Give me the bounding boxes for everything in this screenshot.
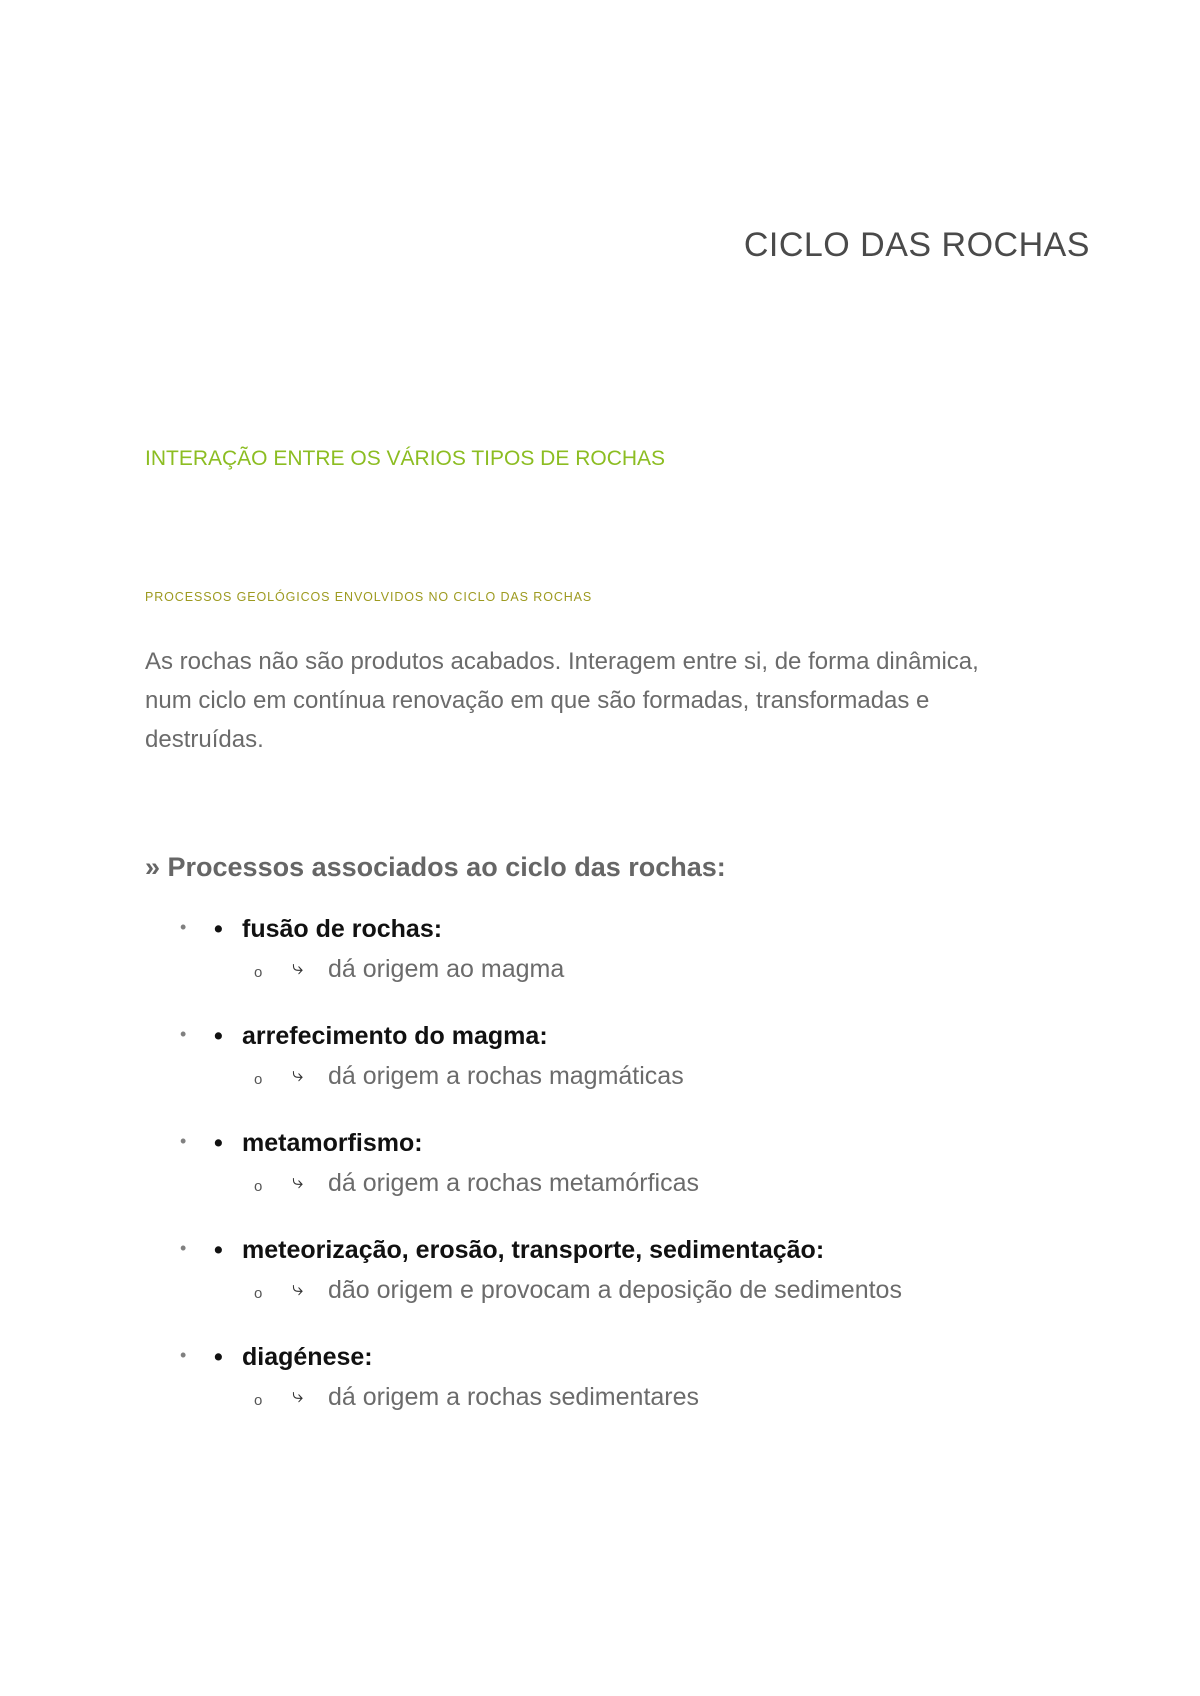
outer-bullet-icon: • (180, 1131, 187, 1151)
intro-paragraph: As rochas não são produtos acabados. Interagem entre si, de forma dinâmica, num ciclo em contínua renovação em que são formadas, transformadas e destruídas. (145, 648, 979, 753)
inner-bullet-icon: • (214, 1343, 223, 1371)
inner-bullet-icon: • (214, 1022, 223, 1050)
down-right-arrow-icon: ⤷ (292, 1276, 304, 1300)
section-heading: INTERAÇÃO ENTRE OS VÁRIOS TIPOS DE ROCHAS (145, 447, 666, 470)
process-result: dá origem a rochas magmáticas (328, 1062, 684, 1090)
down-right-arrow-icon: ⤷ (292, 1169, 304, 1193)
process-result: dá origem a rochas sedimentares (328, 1383, 700, 1411)
outer-bullet-icon: • (180, 1345, 187, 1365)
inner-bullet-icon: • (214, 915, 223, 943)
down-right-arrow-icon: ⤷ (292, 1062, 304, 1086)
process-label: fusão de rochas: (242, 915, 443, 943)
document-title: CICLO DAS ROCHAS (743, 226, 1090, 264)
sub-bullet-icon: o (254, 1392, 263, 1409)
outer-bullet-icon: • (180, 1238, 187, 1258)
inner-bullet-icon: • (214, 1236, 223, 1264)
inner-bullet-icon: • (214, 1129, 223, 1157)
process-label: metamorfismo: (242, 1129, 423, 1157)
process-label: meteorização, erosão, transporte, sedimentação: (242, 1236, 825, 1264)
process-label: diagénese: (242, 1343, 373, 1371)
sub-bullet-icon: o (254, 964, 263, 981)
sub-bullet-icon: o (254, 1071, 263, 1088)
process-result: dá origem a rochas metamórficas (328, 1169, 699, 1197)
process-result: dá origem ao magma (328, 955, 565, 983)
process-label: arrefecimento do magma: (242, 1022, 548, 1050)
outer-bullet-icon: • (180, 917, 187, 937)
subheading: PROCESSOS GEOLÓGICOS ENVOLVIDOS NO CICLO DAS ROCHAS (145, 590, 593, 604)
process-result: dão origem e provocam a deposição de sedimentos (328, 1276, 902, 1304)
sub-bullet-icon: o (254, 1285, 263, 1302)
sub-bullet-icon: o (254, 1178, 263, 1195)
down-right-arrow-icon: ⤷ (292, 1383, 304, 1407)
outer-bullet-icon: • (180, 1024, 187, 1044)
down-right-arrow-icon: ⤷ (292, 955, 304, 979)
processes-heading: » Processos associados ao ciclo das rochas: (145, 852, 726, 882)
